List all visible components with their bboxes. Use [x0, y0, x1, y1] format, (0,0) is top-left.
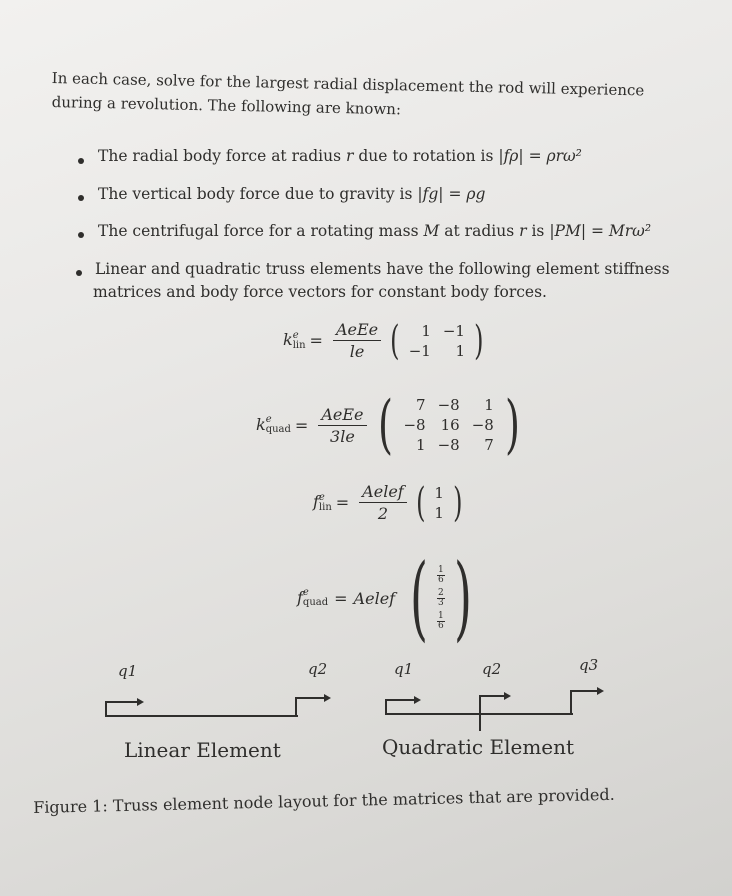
bullet-1-tail: due to rotation is: [358, 147, 494, 165]
kquad-denominator: 3le: [330, 426, 355, 446]
linear-node-q2-label: q2: [308, 660, 328, 678]
bullet-4-line-2: matrices and body force vectors for constant body forces.: [93, 283, 547, 301]
kquad-matrix-cell: 16: [440, 416, 460, 434]
equation-f-quad: f e quad = Aelef ( 1 6 2 3 1 6 ): [297, 552, 481, 644]
fquad-vector-fraction: 1 6: [437, 610, 444, 631]
linear-node-1-arrow-shaft: [105, 701, 138, 703]
kquad-matrix-cell: 1: [484, 396, 494, 414]
fquad-coefficient: Aelef: [353, 588, 396, 608]
flin-vector-cell: 1: [434, 483, 444, 502]
klin-symbol: k: [283, 330, 293, 350]
linear-node-2-post: [295, 697, 297, 717]
arrow-right-icon: [414, 696, 421, 704]
bullet-1-formula: |fρ| = ρrω²: [498, 147, 582, 165]
bullet-dot: [76, 270, 82, 276]
bullet-3: [98, 222, 651, 240]
arrow-right-icon: [137, 698, 144, 706]
kquad-symbol: k: [256, 414, 266, 434]
quad-node-3-arrow-shaft: [570, 690, 598, 692]
kquad-sub: quad: [265, 424, 291, 436]
klin-denominator: le: [349, 342, 365, 361]
bullet-1-var: r: [346, 147, 354, 165]
kquad-matrix: ( 7 −8 1 −8 16 −8 1 −8 7 ): [377, 388, 520, 462]
bullet-3-tail: is: [531, 222, 545, 240]
arrow-right-icon: [597, 687, 604, 695]
quad-node-1-post: [385, 699, 387, 715]
bullet-3-text: The centrifugal force for a rotating mass: [98, 222, 419, 240]
bullet-4-line-1: Linear and quadratic truss elements have the following element stiffness: [95, 260, 670, 278]
bullet-1: [98, 147, 582, 165]
kquad-matrix-cell: −8: [403, 416, 426, 434]
bullet-dot: [78, 158, 84, 164]
linear-node-2-arrow-shaft: [295, 697, 325, 699]
bullet-2-text: The vertical body force due to gravity is: [98, 185, 413, 203]
kquad-matrix-cell: 7: [416, 396, 426, 414]
equation-k-quad: k e quad = $\frac{\text{AeEe}}{3le}$ ( 7 −8 1 −8 16 −8 1 −8 7 ): [256, 393, 525, 457]
bullet-2: [98, 185, 485, 203]
fquad-sub: quad: [302, 597, 329, 609]
klin-matrix-cell: −1: [408, 341, 431, 360]
quad-node-q2-label: q2: [482, 660, 502, 678]
bullet-1-text: The radial body force at radius: [98, 147, 342, 165]
fquad-vector-fraction: 2 3: [437, 587, 444, 608]
klin-matrix-cell: 1: [455, 341, 465, 360]
quad-node-1-arrow-shaft: [385, 699, 415, 701]
flin-denominator: 2: [377, 504, 389, 523]
linear-element-bar: [105, 715, 298, 717]
flin-numerator: Aelef: [359, 482, 407, 503]
klin-matrix-cell: −1: [442, 321, 465, 340]
fquad-vector: ( 1 6 2 3 1 6 ): [410, 544, 472, 651]
klin-matrix: ( 1 −1 −1 1 ): [390, 317, 484, 364]
bullet-2-formula: |fg| = ρg: [417, 185, 486, 203]
kquad-matrix-cell: −8: [471, 416, 494, 434]
intro-line-2: during a revolution. The following are known:: [51, 92, 402, 119]
figure-caption: Figure 1: Truss element node layout for the matrices that are provided.: [33, 784, 615, 817]
quad-node-2-arrow-shaft: [479, 695, 505, 697]
bullet-3-mid: at radius: [444, 222, 515, 240]
quadratic-element-label: Quadratic Element: [382, 735, 575, 759]
fquad-sup: e: [302, 587, 309, 599]
fquad-symbol: f: [297, 587, 303, 607]
flin-sub: lin: [318, 501, 332, 513]
klin-sup: e: [292, 329, 299, 341]
flin-symbol: f: [313, 492, 319, 512]
quad-node-q3-label: q3: [579, 656, 599, 674]
bullet-dot: [78, 232, 84, 238]
flin-sup: e: [318, 491, 325, 503]
klin-numerator: AeEe: [333, 320, 381, 341]
linear-node-q1-label: q1: [118, 662, 138, 680]
quad-node-2-post: [479, 695, 481, 731]
equation-f-lin: f e lin = $\frac{\text{Aelef}}{2}$ ( 1 1 ): [313, 482, 465, 523]
fquad-vector-fraction: 1 6: [437, 564, 444, 585]
bullet-3-formula: |PM| = Mrω²: [549, 222, 652, 240]
bullet-3-var2: r: [519, 222, 527, 240]
bullet-dot: [78, 195, 84, 201]
intro-line-1: In each case, solve for the largest radial displacement the rod will experience: [51, 68, 645, 100]
kquad-matrix-cell: 7: [484, 436, 494, 454]
klin-matrix-cell: 1: [421, 321, 431, 340]
linear-node-1-post: [105, 701, 107, 717]
linear-element-label: Linear Element: [124, 738, 281, 762]
flin-vector-cell: 1: [434, 503, 444, 522]
bullet-3-var: M: [423, 222, 440, 240]
arrow-right-icon: [504, 692, 511, 700]
kquad-matrix-cell: −8: [437, 396, 460, 414]
flin-vector: ( 1 1 ): [415, 479, 463, 526]
klin-sub: lin: [292, 339, 306, 351]
quad-node-3-post: [570, 690, 572, 715]
equation-k-lin: k e lin = $\frac{\text{AeEe}}{le}$ ( 1 −1 −1 1 ): [283, 320, 487, 361]
kquad-matrix-cell: 1: [416, 436, 426, 454]
kquad-sup: e: [265, 414, 272, 426]
kquad-numerator: AeEe: [318, 405, 366, 426]
arrow-right-icon: [324, 694, 331, 702]
quad-node-q1-label: q1: [394, 660, 414, 678]
kquad-matrix-cell: −8: [437, 436, 460, 454]
